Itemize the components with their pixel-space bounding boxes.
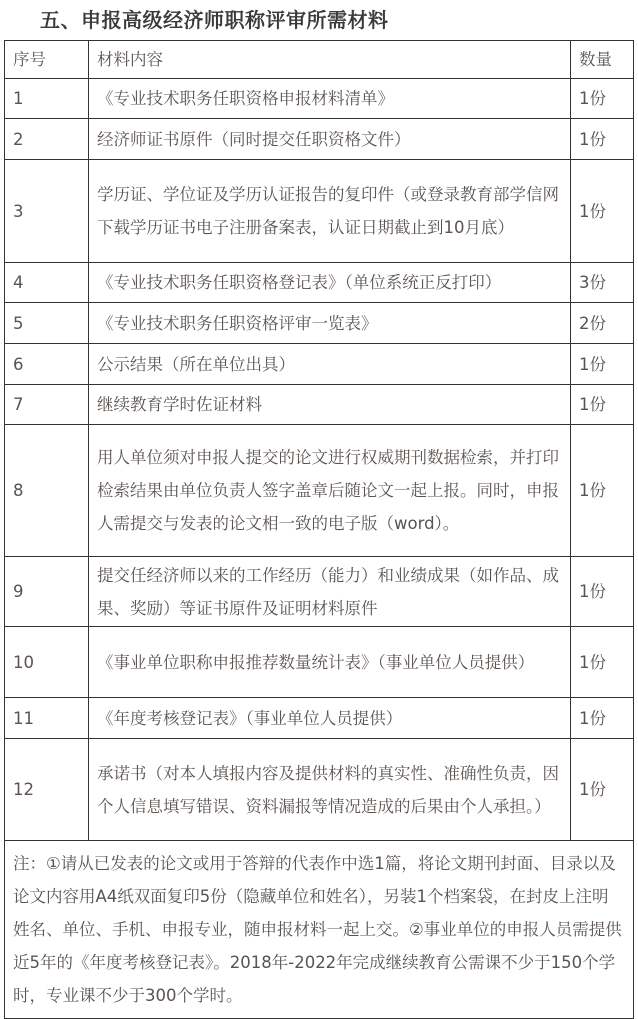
header-content: 材料内容	[89, 41, 571, 79]
row-qty: 1份	[571, 425, 634, 557]
row-no: 11	[5, 698, 89, 739]
note-row	[5, 841, 634, 1019]
table-header-row	[5, 41, 634, 79]
row-no: 8	[5, 425, 89, 557]
table-row	[5, 263, 634, 303]
row-content: 《专业技术职务任职资格评审一览表》	[89, 303, 571, 344]
row-no: 7	[5, 385, 89, 425]
materials-table	[4, 40, 634, 1019]
table-row	[5, 698, 634, 739]
row-qty: 1份	[571, 160, 634, 263]
row-content: 用人单位须对申报人提交的论文进行权威期刊数据检索，并打印检索结果由单位负责人签字盖章后随论文一起上报。同时，申报人需提交与发表的论文相一致的电子版（word）。	[89, 425, 571, 557]
row-no: 12	[5, 739, 89, 841]
header-qty: 数量	[571, 41, 634, 79]
row-qty: 1份	[571, 557, 634, 627]
row-content: 《专业技术职务任职资格登记表》（单位系统正反打印）	[89, 263, 571, 303]
row-no: 6	[5, 344, 89, 385]
row-qty: 1份	[571, 698, 634, 739]
table-row	[5, 344, 634, 385]
header-no: 序号	[5, 41, 89, 79]
row-no: 2	[5, 119, 89, 160]
table-row	[5, 303, 634, 344]
row-no: 3	[5, 160, 89, 263]
row-no: 5	[5, 303, 89, 344]
table-row	[5, 385, 634, 425]
row-content: 《专业技术职务任职资格申报材料清单》	[89, 79, 571, 119]
row-no: 10	[5, 627, 89, 698]
row-content: 公示结果（所在单位出具）	[89, 344, 571, 385]
row-qty: 1份	[571, 79, 634, 119]
row-content: 《事业单位职称申报推荐数量统计表》（事业单位人员提供）	[89, 627, 571, 698]
row-qty: 1份	[571, 119, 634, 160]
table-row	[5, 79, 634, 119]
note-text: 注：①请从已发表的论文或用于答辩的代表作中选1篇，将论文期刊封面、目录以及论文内容用A4纸双面复印5份（隐藏单位和姓名），另装1个档案袋，在封皮上注明姓名、单位、手机、申报专业，随申报材料一起上交。②事业单位的申报人员需提供近5年的《年度考核登记表》。2018年-2022年完成继续教育公需课不少于150个学时，专业课不少于300个学时。	[5, 841, 634, 1019]
section-title: 五、申报高级经济师职称评审所需材料	[40, 8, 389, 32]
row-content: 《年度考核登记表》（事业单位人员提供）	[89, 698, 571, 739]
table-row	[5, 739, 634, 841]
table-row	[5, 627, 634, 698]
row-qty: 3份	[571, 263, 634, 303]
row-content: 经济师证书原件（同时提交任职资格文件）	[89, 119, 571, 160]
row-content: 提交任经济师以来的工作经历（能力）和业绩成果（如作品、成果、奖励）等证书原件及证明材料原件	[89, 557, 571, 627]
table-row	[5, 119, 634, 160]
row-content: 承诺书（对本人填报内容及提供材料的真实性、准确性负责，因个人信息填写错误、资料漏报等情况造成的后果由个人承担。）	[89, 739, 571, 841]
row-qty: 2份	[571, 303, 634, 344]
row-content: 学历证、学位证及学历认证报告的复印件（或登录教育部学信网下载学历证书电子注册备案表，认证日期截止到10月底）	[89, 160, 571, 263]
row-qty: 1份	[571, 739, 634, 841]
row-qty: 1份	[571, 627, 634, 698]
row-no: 4	[5, 263, 89, 303]
row-qty: 1份	[571, 344, 634, 385]
row-no: 9	[5, 557, 89, 627]
row-content: 继续教育学时佐证材料	[89, 385, 571, 425]
table-row	[5, 557, 634, 627]
row-qty: 1份	[571, 385, 634, 425]
table-row	[5, 425, 634, 557]
table-row	[5, 160, 634, 263]
row-no: 1	[5, 79, 89, 119]
